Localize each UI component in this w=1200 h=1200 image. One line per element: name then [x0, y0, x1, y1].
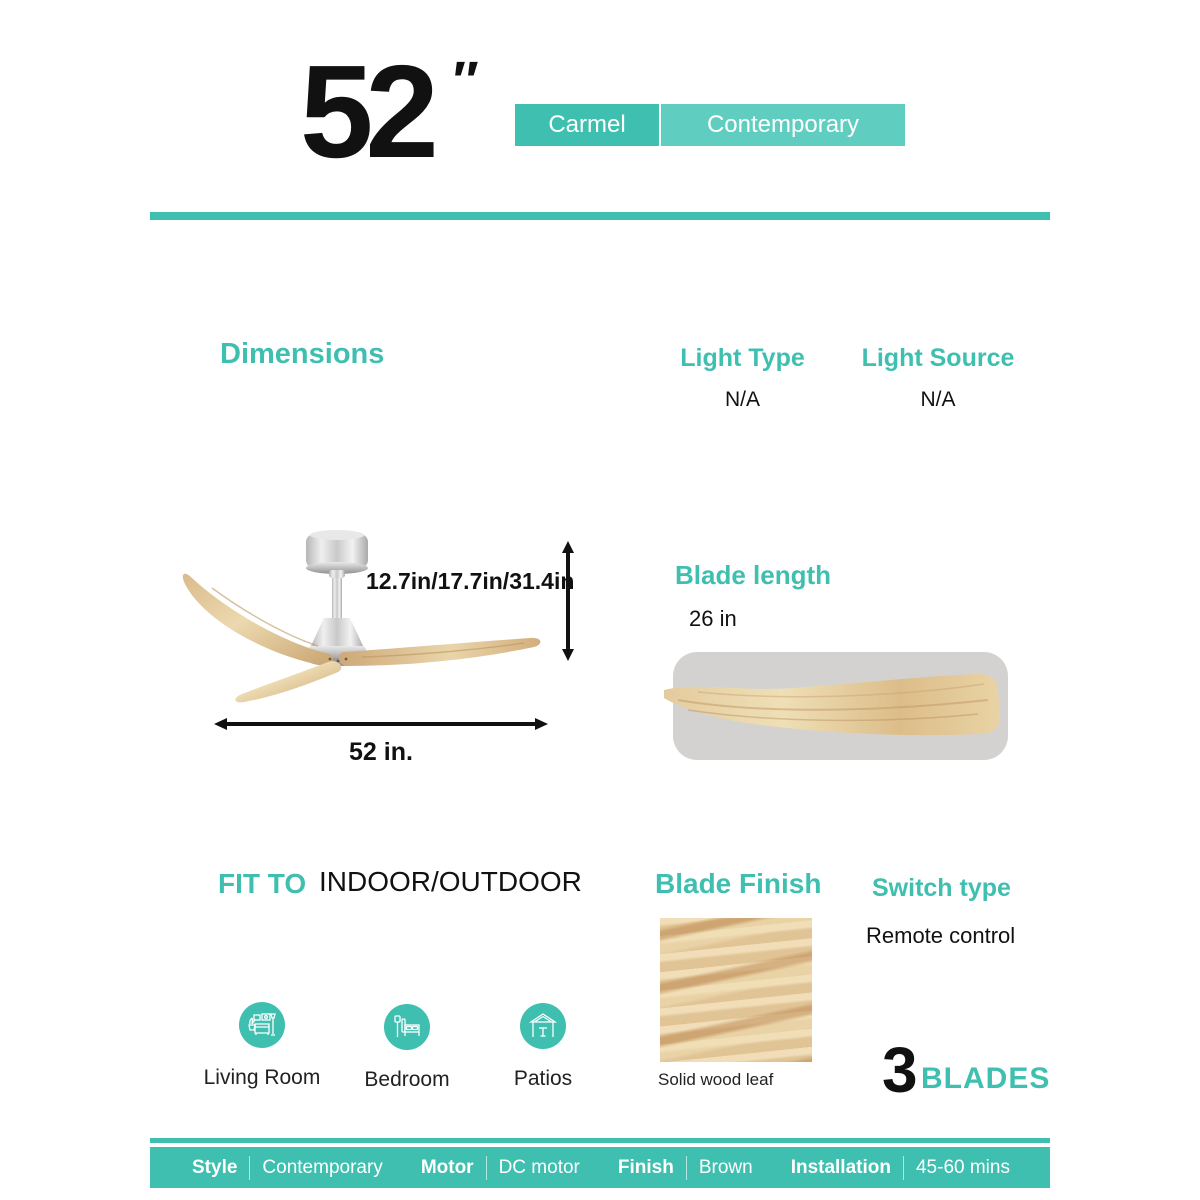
switch-type-value: Remote control [866, 923, 1016, 948]
spec-motor [421, 1156, 580, 1180]
patio-icon [526, 1009, 560, 1043]
dimensions-title: Dimensions [220, 338, 385, 370]
bedroom-icon [390, 1010, 424, 1044]
spec-label: Motor [420, 1156, 474, 1178]
spec-divider [486, 1156, 487, 1180]
series-style: Contemporary [661, 104, 905, 146]
series-name: Carmel [515, 104, 659, 146]
inch-mark: ″ [450, 51, 476, 111]
spec-label: Finish [617, 1156, 674, 1178]
spec-value: DC motor [498, 1156, 580, 1178]
blade-count: 3 [882, 1034, 918, 1106]
light-type-value: N/A [724, 388, 760, 411]
spec-label: Installation [790, 1156, 891, 1178]
height-dimension-arrow [556, 541, 580, 661]
spec-divider [903, 1156, 904, 1180]
fit-to-value: INDOOR/OUTDOOR [319, 866, 582, 897]
light-type-title: Light Type [680, 344, 805, 372]
blade-length-title: Blade length [675, 560, 832, 590]
spec-divider [249, 1156, 250, 1180]
height-dimension-label: 12.7in/17.7in/31.4in [366, 568, 575, 594]
switch-type-title: Switch type [872, 874, 1011, 902]
fit-to-title: FIT TO [218, 868, 307, 899]
ceiling-fan-image [172, 526, 575, 712]
room-label: Living Room [203, 1066, 321, 1089]
spec-divider [686, 1156, 687, 1180]
blade-finish-caption: Solid wood leaf [658, 1070, 774, 1089]
spec-value: 45-60 mins [915, 1156, 1010, 1178]
blades-label: BLADES [921, 1062, 1051, 1095]
light-source-title: Light Source [861, 344, 1015, 372]
wood-texture-image [660, 918, 812, 1062]
blade-finish-title: Blade Finish [655, 868, 822, 899]
spec-bar [150, 1147, 1050, 1188]
spec-label: Style [192, 1156, 238, 1178]
spec-installation [791, 1156, 1010, 1180]
spec-value: Contemporary [262, 1156, 383, 1178]
width-dimension-label: 52 in. [349, 738, 413, 766]
light-source-value: N/A [920, 388, 956, 411]
living-room-icon [245, 1008, 279, 1042]
spec-value: Brown [698, 1156, 753, 1178]
spec-finish [618, 1156, 753, 1180]
room-bedroom [337, 1004, 477, 1092]
fan-size-value: 52 [300, 38, 431, 185]
width-dimension-arrow [214, 714, 548, 734]
room-label: Patios [513, 1067, 573, 1090]
room-label: Bedroom [364, 1068, 450, 1091]
header-divider [150, 212, 1050, 220]
blade-length-value: 26 in [689, 606, 737, 631]
blade-image [658, 662, 1008, 750]
room-patios [473, 1003, 613, 1091]
spec-bar-top-line [150, 1138, 1050, 1143]
room-living-room [192, 1002, 332, 1090]
series-badge [515, 104, 905, 146]
spec-style [192, 1156, 383, 1180]
